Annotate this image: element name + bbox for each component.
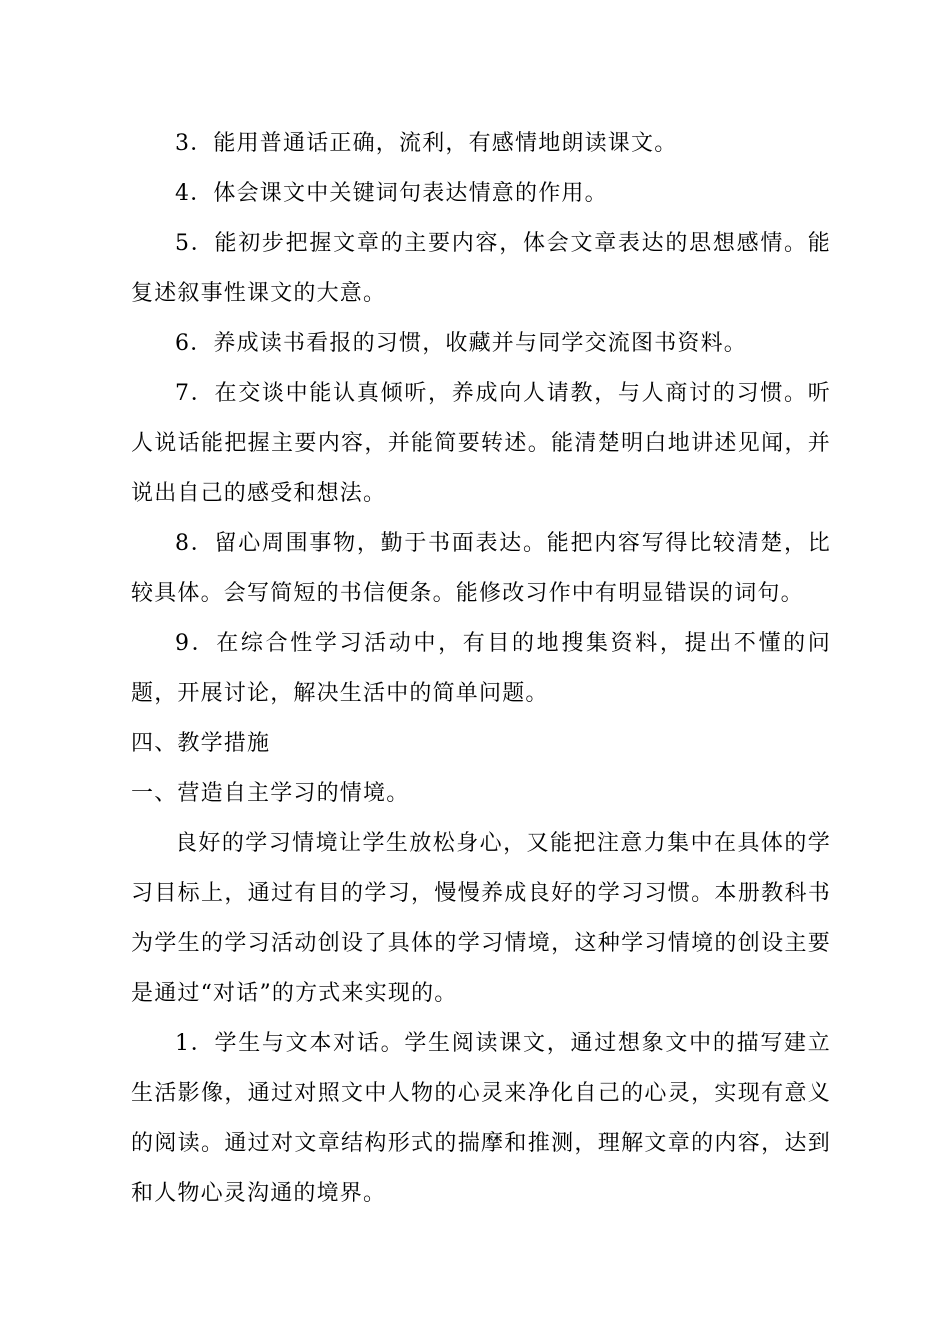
section-heading-teaching-measures: 四、教学措施 — [131, 731, 271, 756]
list-item-5: 5．能初步把握文章的主要内容，体会文章表达的思想感情。能复述叙事性课文的大意。 — [131, 231, 831, 306]
list-item-6: 6．养成读书看报的习惯，收藏并与同学交流图书资料。 — [175, 331, 747, 356]
list-item-dialogue-1: 1．学生与文本对话。学生阅读课文，通过想象文中的描写建立生活影像，通过对照文中人物的心灵来净化自己的心灵，实现有意义的阅读。通过对文章结构形式的揣摩和推测，理解文章的内容，达到和人物心灵沟通的境界。 — [131, 1031, 831, 1206]
list-item-4: 4．体会课文中关键词句表达情意的作用。 — [175, 181, 608, 206]
body-paragraph: 良好的学习情境让学生放松身心，又能把注意力集中在具体的学习目标上，通过有目的学习，慢慢养成良好的学习习惯。本册教科书为学生的学习活动创设了具体的学习情境，这种学习情境的创设主要是通过“对话”的方式来实现的。 — [131, 831, 831, 1006]
list-item-8: 8．留心周围事物，勤于书面表达。能把内容写得比较清楚，比较具体。会写简短的书信便条。能修改习作中有明显错误的词句。 — [131, 531, 831, 606]
list-item-9: 9．在综合性学习活动中，有目的地搜集资料，提出不懂的问题，开展讨论，解决生活中的简单问题。 — [131, 631, 831, 706]
subsection-heading-learning-context: 一、营造自主学习的情境。 — [131, 781, 410, 806]
list-item-7: 7．在交谈中能认真倾听，养成向人请教，与人商讨的习惯。听人说话能把握主要内容，并能简要转述。能清楚明白地讲述见闻，并说出自己的感受和想法。 — [131, 381, 831, 506]
document-body — [131, 119, 831, 1219]
list-item-3: 3．能用普通话正确，流利，有感情地朗读课文。 — [175, 131, 678, 156]
